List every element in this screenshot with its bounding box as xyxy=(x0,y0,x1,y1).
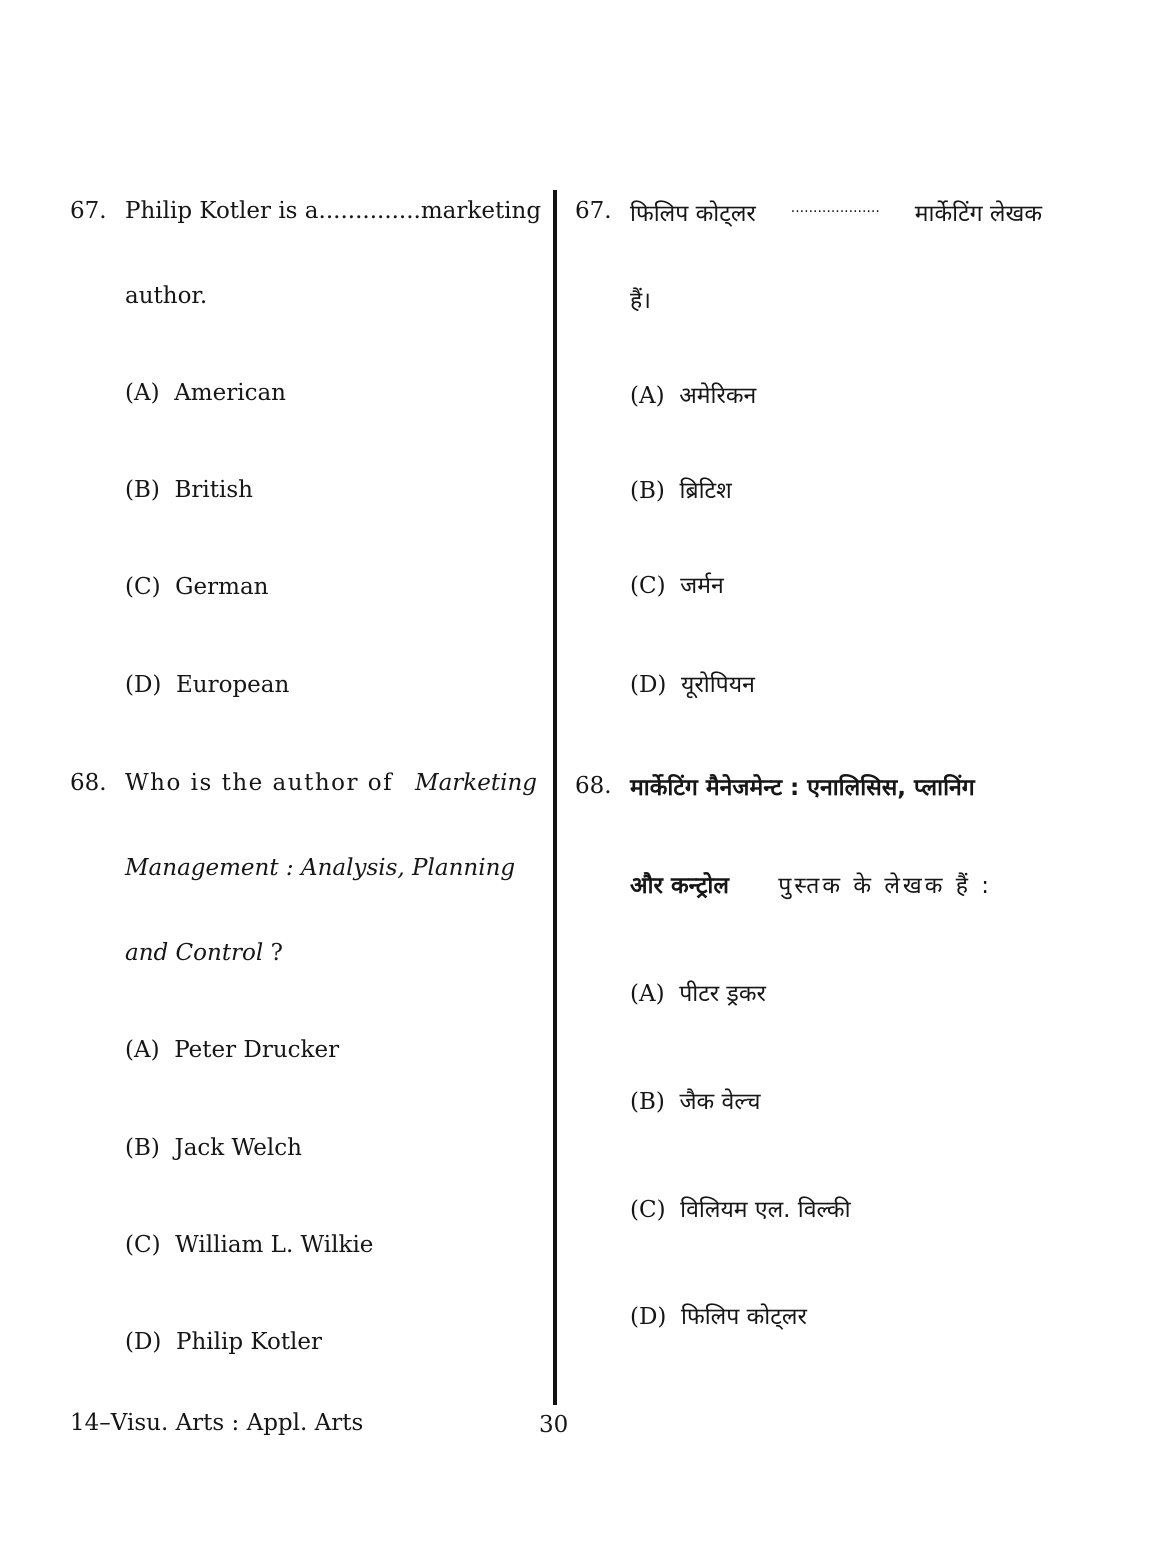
right-q67-option-c xyxy=(630,568,724,600)
option-text: Philip Kotler xyxy=(176,1329,323,1355)
right-q68-stem-tail: पुस्तक के लेखक हैं : xyxy=(778,873,992,899)
option-text: British xyxy=(174,477,253,503)
footer-paper-code: 14–Visu. Arts : Appl. Arts xyxy=(70,1410,364,1436)
left-q67-option-a xyxy=(125,380,286,406)
left-q67-stem-part2: marketing xyxy=(420,198,542,224)
right-q68-option-b xyxy=(630,1084,760,1116)
option-text: European xyxy=(176,672,290,698)
left-q68-option-b xyxy=(125,1135,302,1161)
option-label: (A) xyxy=(125,380,160,406)
option-label: (C) xyxy=(630,1197,666,1223)
left-q68-option-d xyxy=(125,1329,322,1355)
right-q68-book-title-line1: मार्केटिंग मैनेजमेन्ट : एनालिसिस, प्लानिंग xyxy=(630,775,975,801)
right-q68-option-c xyxy=(630,1192,851,1224)
option-text: American xyxy=(174,380,286,406)
right-q67-number: 67. xyxy=(575,198,612,224)
option-label: (A) xyxy=(630,981,665,1007)
left-q68-stem-part1: Who is the author of xyxy=(125,770,394,796)
left-q67-stem-line1 xyxy=(125,198,542,224)
option-label: (A) xyxy=(125,1037,160,1063)
right-q68-book-title-line2: और कन्ट्रोल xyxy=(630,873,729,899)
right-q68-option-d xyxy=(630,1299,807,1331)
left-q68-stem-line3 xyxy=(125,940,283,966)
left-q67-stem-line2: author. xyxy=(125,283,208,309)
right-q67-stem-part2: मार्केटिंग लेखक xyxy=(914,201,1042,227)
option-text: Jack Welch xyxy=(174,1135,302,1161)
option-label: (C) xyxy=(125,574,161,600)
right-q67-blank: .................... xyxy=(790,200,880,216)
right-q68-number: 68. xyxy=(575,773,612,799)
left-q67-option-d xyxy=(125,672,289,698)
right-q67-stem-line2: हैं। xyxy=(630,288,651,314)
left-q68-book-title-part2: Management : Analysis, Planning xyxy=(125,855,516,881)
option-label: (C) xyxy=(125,1232,161,1258)
option-label: (B) xyxy=(125,477,160,503)
right-q67-option-a xyxy=(630,378,756,410)
right-q67-stem-part1: फिलिप कोट्लर xyxy=(630,201,756,227)
option-label: (D) xyxy=(630,1304,667,1330)
option-text: अमेरिकन xyxy=(679,383,757,409)
option-text: फिलिप कोट्लर xyxy=(681,1304,807,1330)
option-label: (C) xyxy=(630,573,666,599)
option-text: Peter Drucker xyxy=(174,1037,340,1063)
option-label: (D) xyxy=(630,672,667,698)
left-q68-book-title-part3: and Control xyxy=(125,940,264,966)
option-label: (D) xyxy=(125,1329,162,1355)
option-label: (B) xyxy=(630,478,665,504)
option-text: यूरोपियन xyxy=(681,672,755,698)
option-text: William L. Wilkie xyxy=(175,1232,374,1258)
option-label: (A) xyxy=(630,383,665,409)
left-q67-option-b xyxy=(125,477,253,503)
left-q67-blank: .............. xyxy=(318,198,421,224)
footer-page-number: 30 xyxy=(539,1412,569,1438)
right-q67-option-b xyxy=(630,473,732,505)
right-q68-stem-line2 xyxy=(630,868,992,900)
left-q68-question-mark: ? xyxy=(270,940,283,966)
option-text: विलियम एल. विल्की xyxy=(680,1197,851,1223)
left-q67-number: 67. xyxy=(70,198,107,224)
option-text: ब्रिटिश xyxy=(679,478,732,504)
option-label: (D) xyxy=(125,672,162,698)
left-q67-stem-part1: Philip Kotler is a xyxy=(125,198,319,224)
option-text: जर्मन xyxy=(680,573,724,599)
left-q68-stem-line1 xyxy=(125,770,537,796)
right-q67-option-d xyxy=(630,667,755,699)
left-q67-option-c xyxy=(125,574,269,600)
right-q67-stem-line1 xyxy=(630,196,1042,228)
option-text: German xyxy=(175,574,269,600)
column-divider xyxy=(553,190,557,1405)
option-label: (B) xyxy=(125,1135,160,1161)
option-text: जैक वेल्च xyxy=(679,1089,761,1115)
option-label: (B) xyxy=(630,1089,665,1115)
option-text: पीटर ड्रकर xyxy=(679,981,766,1007)
left-q68-option-a xyxy=(125,1037,339,1063)
left-q68-option-c xyxy=(125,1232,373,1258)
left-q68-book-title-part1: Marketing xyxy=(415,770,537,796)
right-q68-option-a xyxy=(630,976,766,1008)
left-q68-number: 68. xyxy=(70,770,107,796)
